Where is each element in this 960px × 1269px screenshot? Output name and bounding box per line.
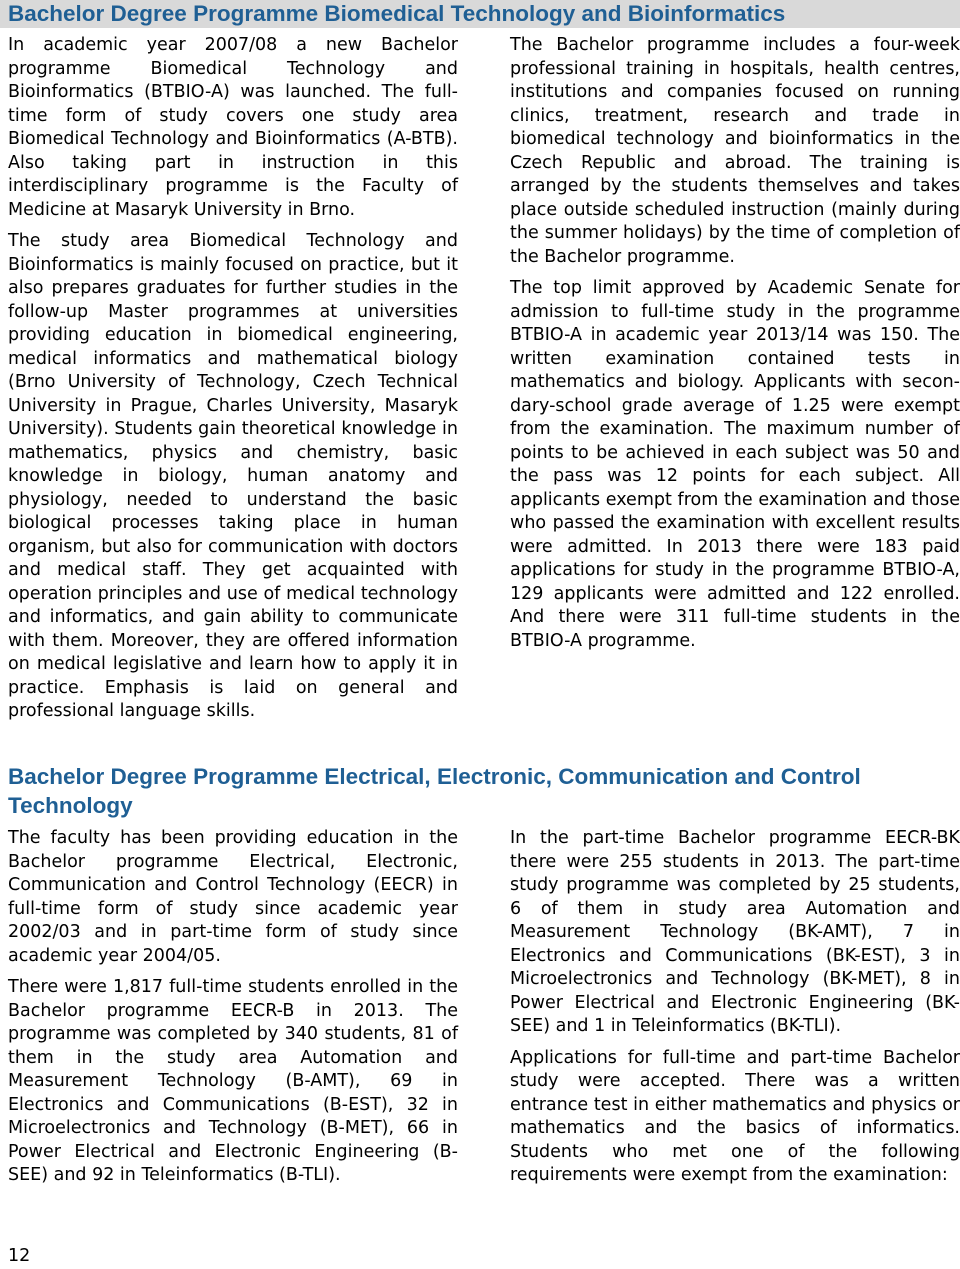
column-electrical-left xyxy=(8,827,458,1196)
paragraph: The Bachelor programme includes a four-week professional training in hospitals, health centres, institutions and companies focused on running clinics, treatment, research and trade in biomedical technology and bioinformatics in the Czech Republic and abroad. The training is arranged by the students themselves and takes place outside scheduled instruction (mainly during the summer holidays) by the time of completion of the Bachelor programme. xyxy=(510,35,960,267)
page-number: 12 xyxy=(8,1246,31,1266)
paragraph: There were 1,817 full-time students enrolled in the Bachelor programme EECR-B in 2013. The programme was completed by 340 students, 81 of them in the study area Automation and Measurement Technology (B-AMT), 69 in Electronics and Communications (B-EST), 32 in Microelectronics and Technology (B-MET), 66 in Power Electrical and Electronic Engineering (B-SEE) and 92 in Teleinformatics (B-TLI). xyxy=(8,977,458,1185)
paragraph: The faculty has been providing education in the Bachelor programme Electrical, Electronic, Communication and Control Technology (EECR) in full-time form of study since academic year 2002/03 and in part-time form of study since academic year 2004/05. xyxy=(8,828,458,966)
column-electrical-right xyxy=(510,827,960,1196)
column-biomedical-left xyxy=(8,34,458,732)
paragraph: In academic year 2007/08 a new Bachelor programme Biomedical Technology and Bioinformatics (BTBIO-A) was launched. The full-time form of study covers one study area Biomedical Technology and Bioinformatics (A-BTB). Also taking part in instruction in this interdisciplinary programme is the Faculty of Medicine at Masaryk University in Brno. xyxy=(8,35,458,220)
paragraph: The study area Biomedical Technology and Bioinformatics is mainly focused on practice, but it also prepares graduates for further studies in the follow-up Master programmes at universities providing education in biomedical engineering, medical informatics and mathematical biology (Brno University of Technology, Czech Technical University in Prague, Charles University, Masaryk University). Students gain theoretical knowledge in mathematics, physics and chemistry, basic knowledge in biology, human anatomy and physiology, needed to understand the basic biological processes taking place in human organism, but also for communication with doctors and medical staff. They get acquainted with operation principles and use of medical technology and informatics, and gain ability to communicate with them. Moreover, they are offered information on medical legislative and learn how to apply it in practice. Emphasis is laid on general and professional language skills. xyxy=(8,231,458,721)
section-title-electrical: Bachelor Degree Programme Electrical, Electronic, Communication and Control Technology xyxy=(8,764,861,818)
column-biomedical-right xyxy=(510,34,960,661)
paragraph: The top limit approved by Academic Senate for admission to full-time study in the programme BTBIO-A in academic year 2013/14 was 150. The written examination contained tests in mathematics and biology. Applicants with secon-dary-school grade average of 1.25 were exempt from the examination. The maximum number of points to be achieved in each subject was 50 and the pass was 12 points for each subject. All applicants exempt from the examination and those who passed the examination with excellent results were admitted. In 2013 there were 183 paid applications for study in the programme BTBIO-A, 129 applicants were admitted and 122 enrolled. And there were 311 full-time students in the BTBIO-A programme. xyxy=(510,278,960,651)
paragraph: Applications for full-time and part-time Bachelor study were accepted. There was a written entrance test in either mathematics and physics or mathematics and the basics of informatics. Students who met one of the following requirements were exempt from the examination: xyxy=(510,1047,960,1185)
section-title-biomedical: Bachelor Degree Programme Biomedical Technology and Bioinformatics xyxy=(8,1,786,26)
paragraph: In the part-time Bachelor programme EECR-BK there were 255 students in 2013. The part-time study programme was completed by 25 students, 6 of them in study area Automation and Measurement Technology (BK-AMT), 7 in Electronics and Communications (BK-EST), 3 in Microelectronics and Technology (BK-MET), 8 in Power Electrical and Electronic Engineering (BK-SEE) and 1 in Teleinformatics (BK-TLI). xyxy=(510,828,960,1036)
